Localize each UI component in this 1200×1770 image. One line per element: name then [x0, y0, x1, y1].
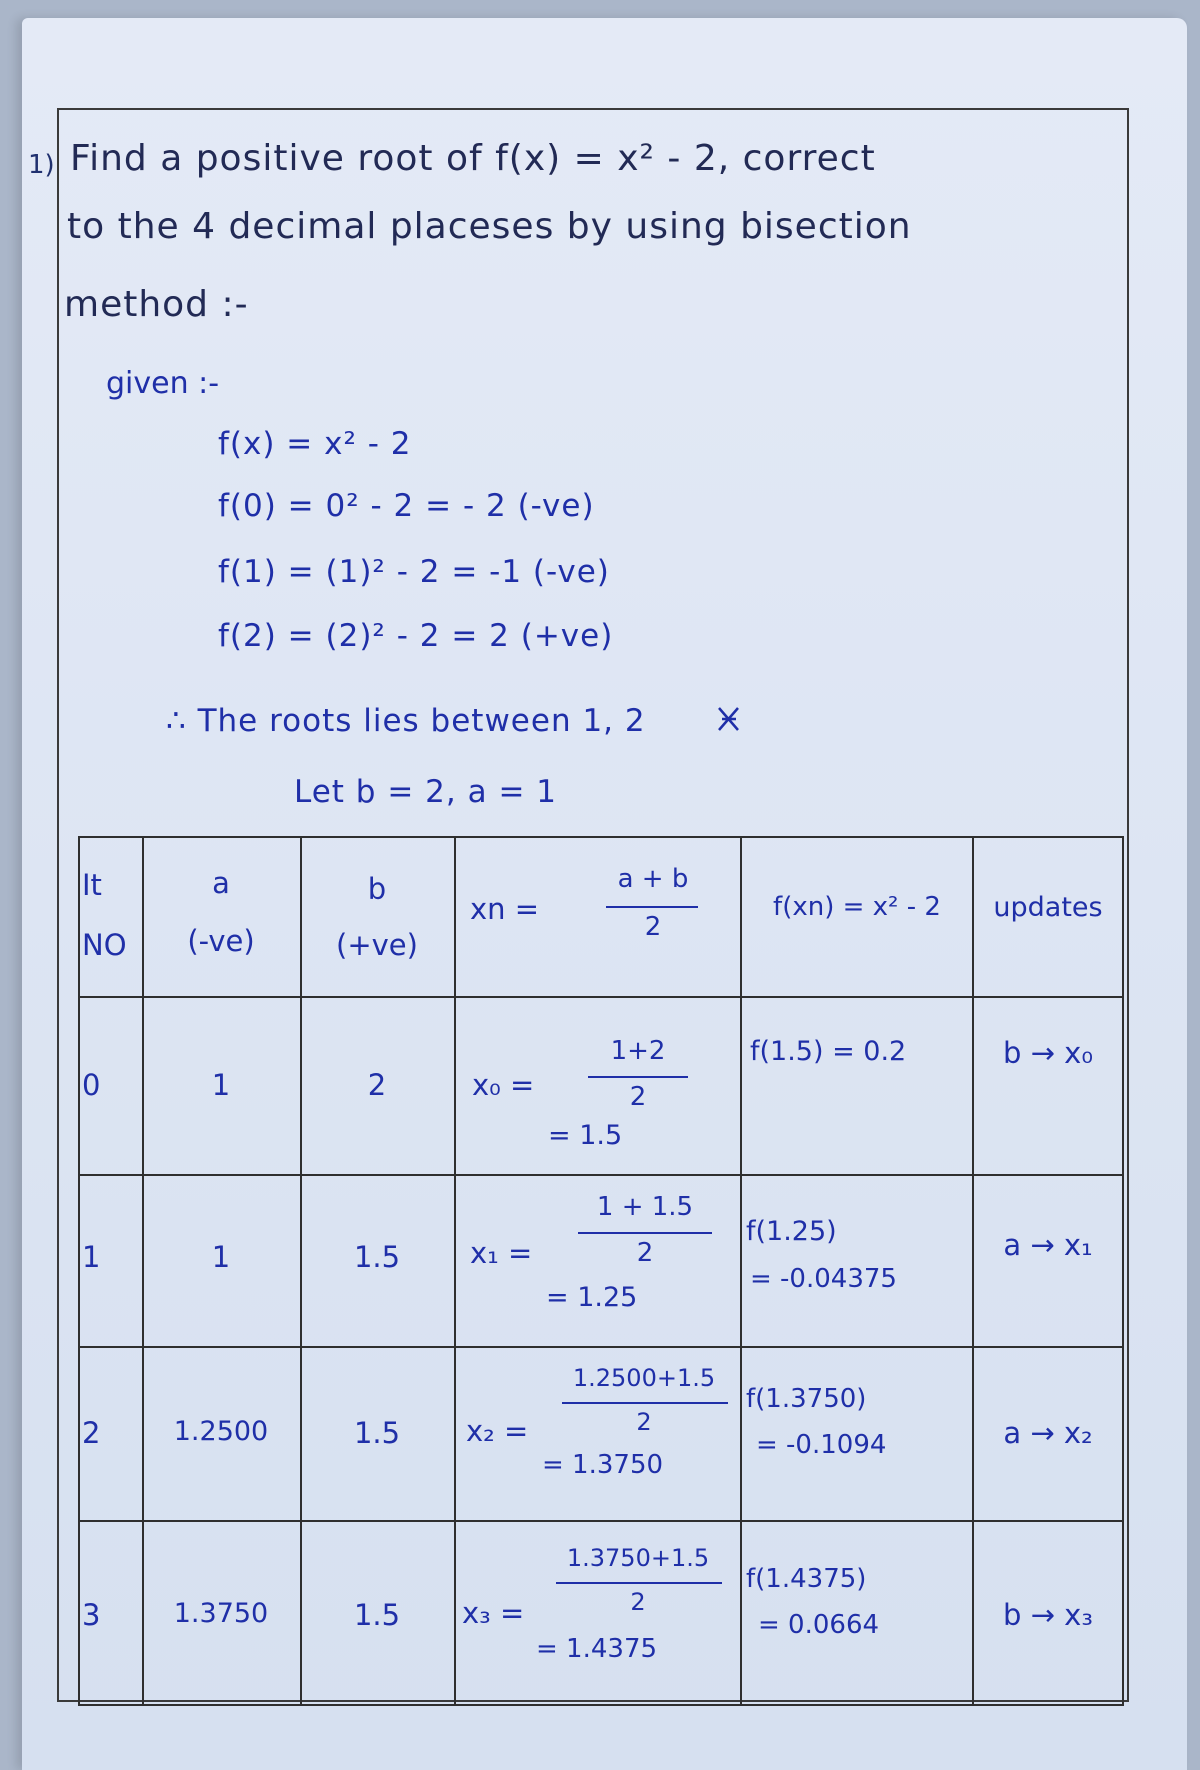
header-it: It	[82, 868, 102, 902]
row-1-a: 1	[211, 1240, 231, 1274]
question-line-3: method :-	[64, 284, 249, 325]
row-0-update: b → x₀	[1003, 1036, 1093, 1070]
question-line-1: Find a positive root of f(x) = x² - 2, correct	[70, 138, 876, 179]
notebook-page	[22, 18, 1187, 1770]
table-rule	[78, 996, 1124, 998]
let-statement: Let b = 2, a = 1	[294, 774, 558, 810]
row-1-x-numerator: 1 + 1.5	[596, 1192, 694, 1222]
given-line-1: f(0) = 0² - 2 = - 2 (-ve)	[218, 488, 595, 524]
table-rule	[1122, 836, 1124, 1706]
row-0-x-denominator: 2	[629, 1082, 647, 1112]
row-2-x-numerator: 1.2500+1.5	[572, 1364, 716, 1392]
row-3-b: 1.5	[353, 1598, 401, 1632]
header-b: b	[367, 872, 387, 906]
given-label: given :-	[106, 366, 220, 401]
row-3-x-numerator: 1.3750+1.5	[566, 1544, 710, 1572]
given-line-3: f(2) = (2)² - 2 = 2 (+ve)	[218, 618, 614, 654]
fraction-bar	[588, 1076, 688, 1078]
header-b-sign: (+ve)	[336, 928, 418, 962]
question-number: 1)	[28, 150, 55, 180]
fraction-bar	[578, 1232, 712, 1234]
row-1-f-line1: f(1.25)	[746, 1216, 837, 1247]
row-3-it: 3	[82, 1598, 101, 1632]
row-1-it: 1	[82, 1240, 101, 1274]
row-3-f-line1: f(1.4375)	[746, 1564, 867, 1594]
table-rule	[454, 836, 456, 1706]
row-0-x-numerator: 1+2	[610, 1036, 666, 1066]
header-a: a	[212, 866, 230, 900]
row-0-it: 0	[82, 1068, 101, 1102]
row-3-f-line2: = 0.0664	[758, 1610, 880, 1640]
row-3-x-denominator: 2	[630, 1588, 646, 1616]
row-0-f-line1: f(1.5) = 0.2	[750, 1036, 907, 1067]
row-2-x-denominator: 2	[636, 1408, 652, 1436]
table-rule	[78, 1174, 1124, 1176]
row-2-x-value: = 1.3750	[542, 1450, 664, 1480]
row-3-a: 1.3750	[173, 1598, 269, 1629]
header-xn: xn =	[470, 892, 540, 926]
row-2-f-line2: = -0.1094	[756, 1430, 887, 1460]
fraction-bar	[562, 1402, 728, 1404]
fraction-bar	[556, 1582, 722, 1584]
header-fxn: f(xn) = x² - 2	[773, 892, 941, 922]
row-2-it: 2	[82, 1416, 101, 1450]
given-line-2: f(1) = (1)² - 2 = -1 (-ve)	[218, 554, 610, 590]
table-rule	[78, 1346, 1124, 1348]
row-2-b: 1.5	[353, 1416, 401, 1450]
row-2-f-line1: f(1.3750)	[746, 1384, 867, 1414]
table-rule	[78, 836, 1124, 838]
header-no: NO	[82, 928, 127, 962]
row-2-update: a → x₂	[1003, 1416, 1093, 1450]
table-rule	[740, 836, 742, 1706]
row-1-x-value: = 1.25	[546, 1282, 638, 1313]
table-rule	[78, 836, 80, 1706]
fraction-bar	[606, 906, 698, 908]
given-line-0: f(x) = x² - 2	[218, 426, 412, 462]
scribble-mark	[716, 704, 742, 734]
row-3-x-lhs: x₃ =	[462, 1596, 525, 1630]
row-0-x-lhs: x₀ =	[472, 1068, 535, 1102]
row-1-x-denominator: 2	[636, 1238, 654, 1268]
header-updates: updates	[993, 892, 1103, 923]
table-rule	[78, 1520, 1124, 1522]
row-2-a: 1.2500	[173, 1416, 269, 1447]
row-0-b: 2	[367, 1068, 387, 1102]
table-rule	[78, 1704, 1124, 1706]
row-2-x-lhs: x₂ =	[466, 1414, 529, 1448]
table-rule	[972, 836, 974, 1706]
question-line-2: to the 4 decimal placeses by using bisection	[67, 206, 912, 247]
header-xn-denominator: 2	[644, 912, 662, 942]
given-conclusion: ∴ The roots lies between 1, 2	[166, 703, 646, 739]
row-1-x-lhs: x₁ =	[470, 1236, 533, 1270]
row-3-x-value: = 1.4375	[536, 1634, 658, 1664]
header-xn-numerator: a + b	[617, 864, 689, 894]
header-a-sign: (-ve)	[187, 924, 255, 958]
row-0-a: 1	[211, 1068, 231, 1102]
row-0-x-value: = 1.5	[548, 1120, 623, 1151]
bisection-table	[78, 836, 1124, 1706]
row-3-update: b → x₃	[1003, 1598, 1093, 1632]
row-1-f-line2: = -0.04375	[750, 1264, 897, 1294]
row-1-b: 1.5	[353, 1240, 401, 1274]
row-1-update: a → x₁	[1003, 1228, 1093, 1262]
